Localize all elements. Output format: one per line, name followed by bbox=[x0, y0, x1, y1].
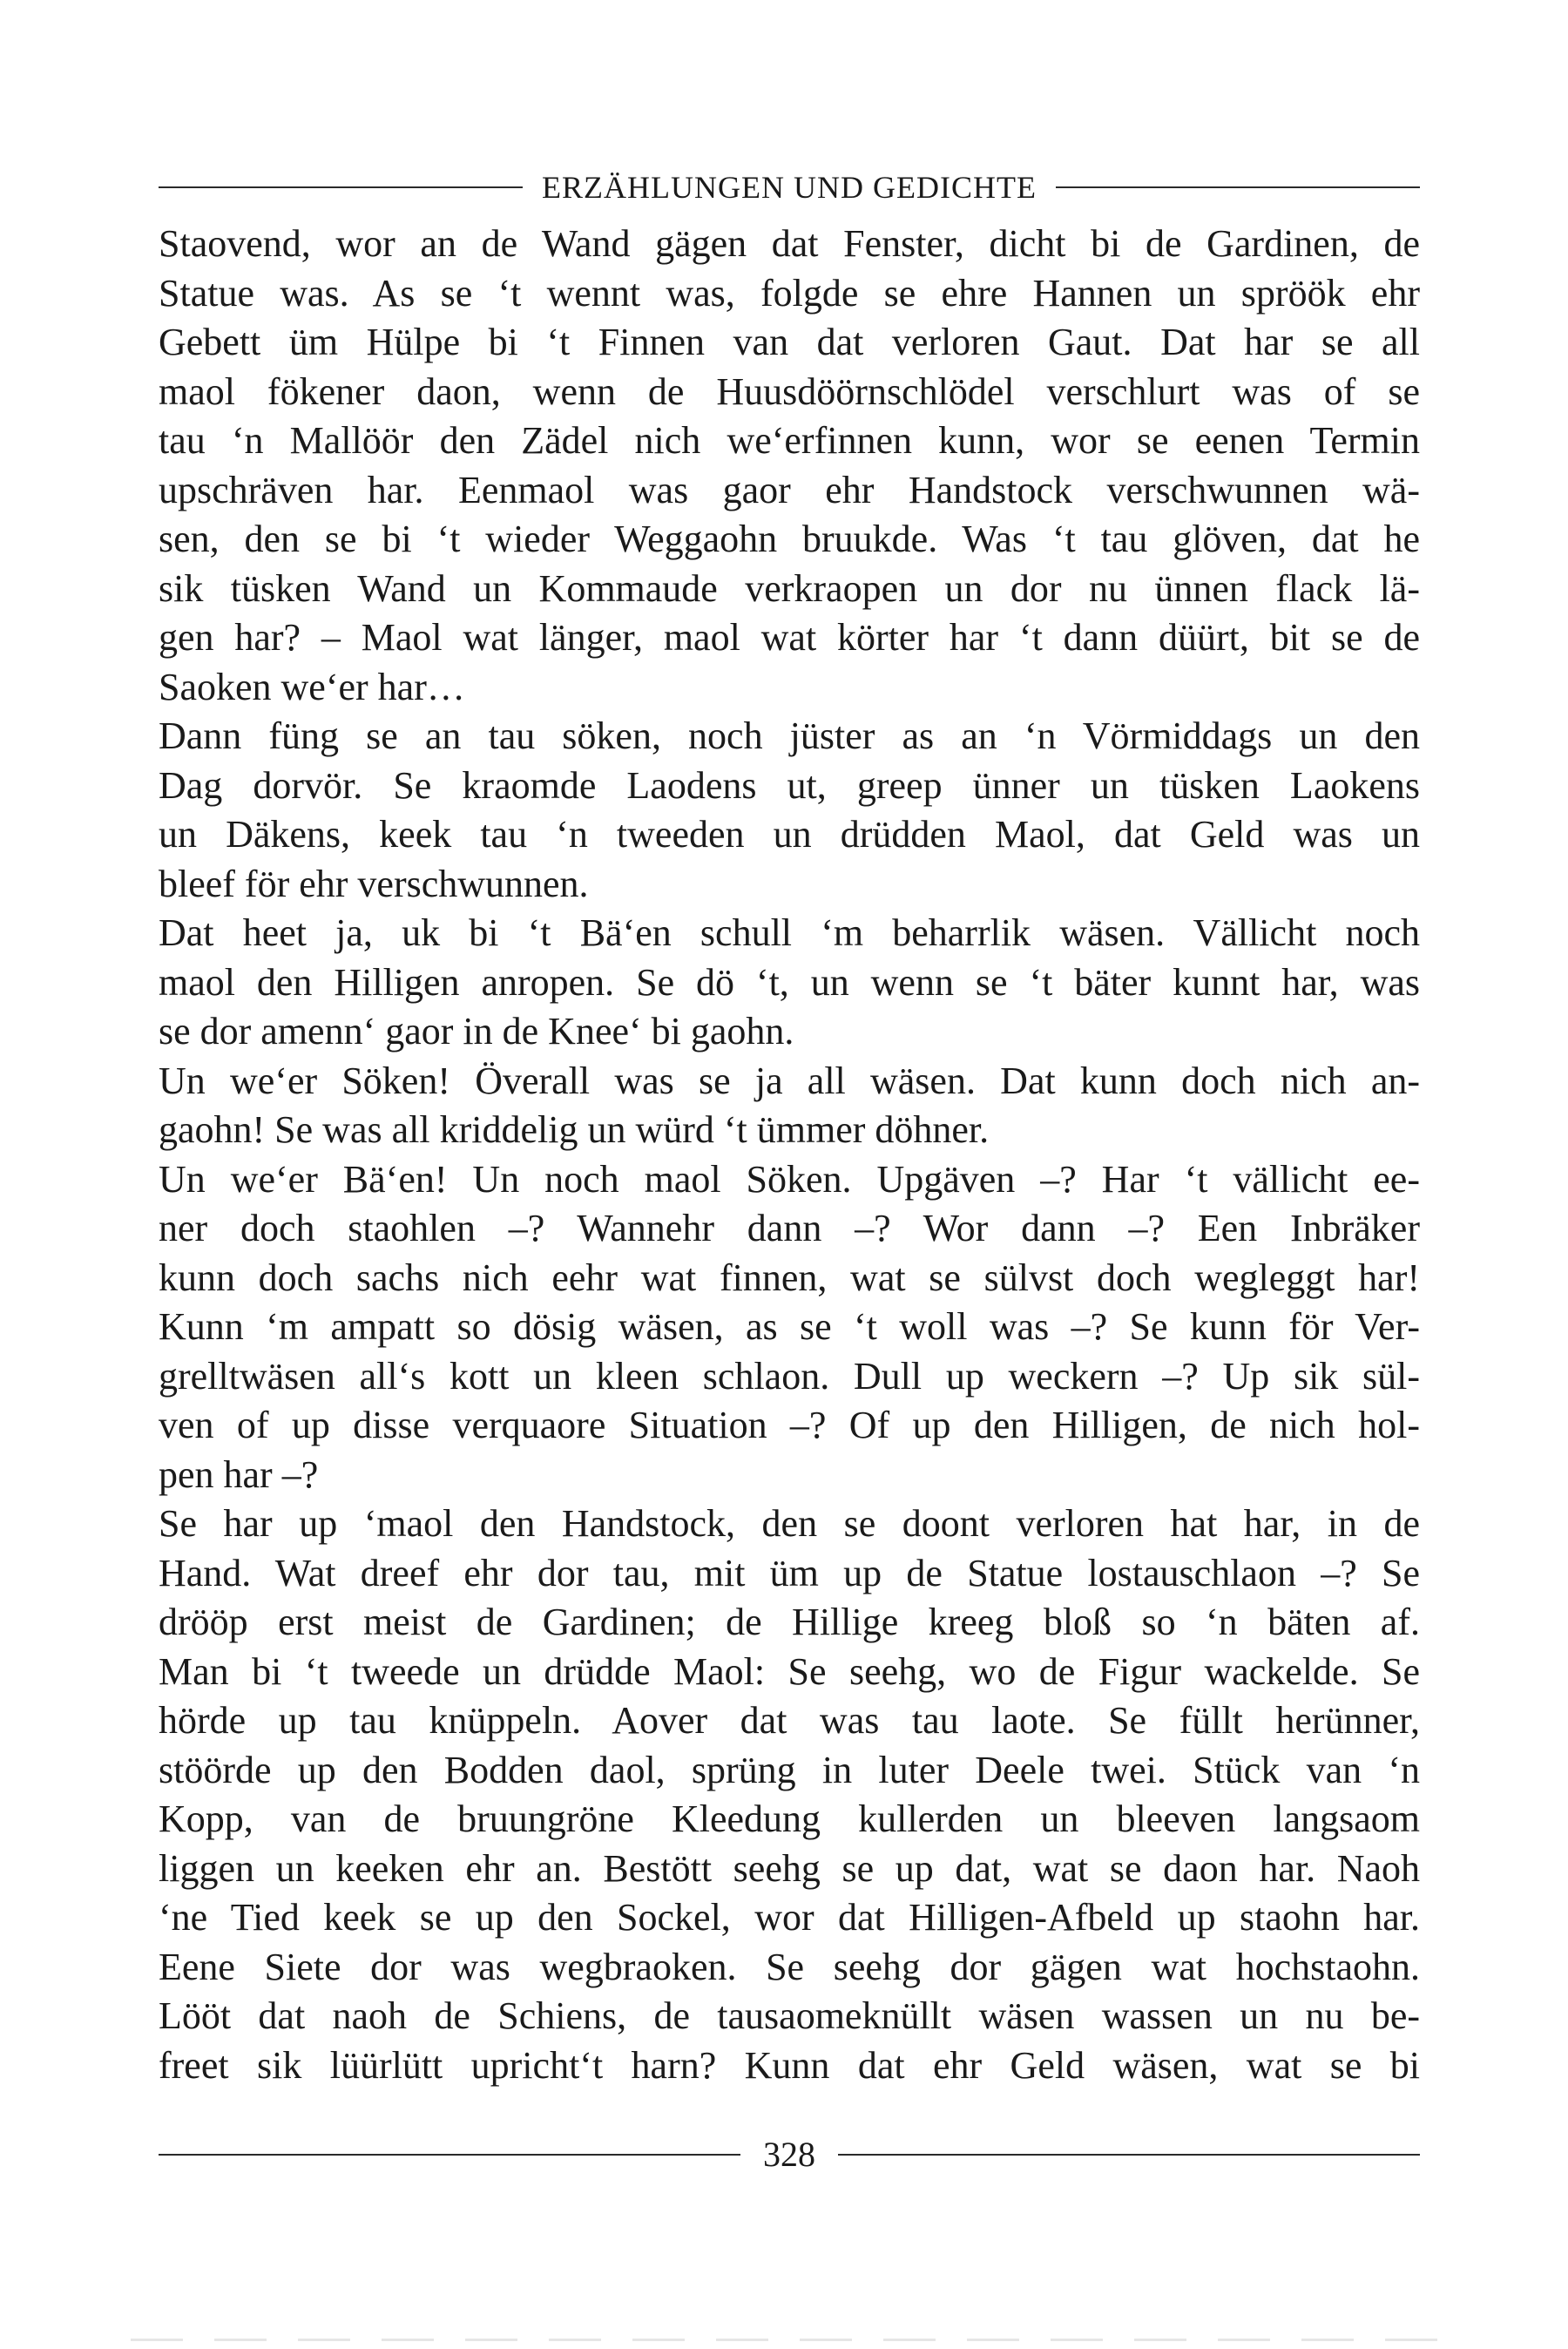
text-line: Saoken we‘er har… bbox=[159, 665, 465, 708]
body-text bbox=[159, 220, 1420, 2090]
text-line: Man bi ‘t tweede un drüdde Maol: Se seehg, wo de Figur wackelde. Se bbox=[159, 1649, 1420, 1693]
text-line: grelltwäsen all‘s kott un kleen schlaon. Dull up weckern –? Up sik sül- bbox=[159, 1354, 1420, 1398]
text-line: hörde up tau knüppeln. Aover dat was tau laote. Se füllt herünner, bbox=[159, 1699, 1420, 1742]
text-line: un Däkens, keek tau ‘n tweeden un drüdden Maol, dat Geld was un bbox=[159, 813, 1420, 856]
text-line: drööp erst meist de Gardinen; de Hillige kreeg bloß so ‘n bäten af. bbox=[159, 1601, 1420, 1643]
page-footer bbox=[159, 2131, 1420, 2178]
running-header bbox=[159, 166, 1420, 209]
text-line: ner doch staohlen –? Wannehr dann –? Wor dann –? Een Inbräker bbox=[159, 1207, 1420, 1249]
text-line: bleef för ehr verschwunnen. bbox=[159, 862, 589, 905]
text-line: Un we‘er Bä‘en! Un noch maol Söken. Upgäven –? Har ‘t vällicht ee- bbox=[159, 1157, 1420, 1201]
text-line: Kopp, van de bruungröne Kleedung kullerden un bleeven langsaom bbox=[159, 1797, 1420, 1840]
text-line: Se har up ‘maol den Handstock, den se doont verloren hat har, in de bbox=[159, 1502, 1420, 1545]
text-line: maol den Hilligen anropen. Se dö ‘t, un wenn se ‘t bäter kunnt har, was bbox=[159, 960, 1420, 1004]
text-line: Dag dorvör. Se kraomde Laodens ut, greep ünner un tüsken Laokens bbox=[159, 763, 1420, 807]
text-line: ‘ne Tied keek se up den Sockel, wor dat Hilligen-Afbeld up staohn har. bbox=[159, 1896, 1420, 1939]
footer-rule-left bbox=[159, 2154, 740, 2156]
header-rule-right bbox=[1056, 186, 1420, 188]
footer-rule-right bbox=[838, 2154, 1420, 2156]
text-line: sen, den se bi ‘t wieder Weggaohn bruukde. Was ‘t tau glöven, dat he bbox=[159, 518, 1420, 560]
text-line: upschräven har. Eenmaol was gaor ehr Handstock verschwunnen wä- bbox=[159, 468, 1420, 511]
text-line: Statue was. As se ‘t wennt was, folgde se ehre Hannen un spröök ehr bbox=[159, 271, 1420, 315]
text-line: kunn doch sachs nich eehr wat finnen, wat se sülvst doch wegleggt har! bbox=[159, 1256, 1420, 1299]
text-line: sik tüsken Wand un Kommaude verkraopen un dor nu ünnen flack lä- bbox=[159, 566, 1420, 610]
text-line: Staovend, wor an de Wand gägen dat Fenster, dicht bi de Gardinen, de bbox=[159, 222, 1420, 265]
page-number: 328 bbox=[763, 2135, 815, 2174]
header-title: ERZÄHLUNGEN UND GEDICHTE bbox=[542, 170, 1037, 205]
text-line: gen har? – Maol wat länger, maol wat körter har ‘t dann düürt, bit se de bbox=[159, 616, 1420, 659]
text-line: liggen un keeken ehr an. Bestött seehg se up dat, wat se daon har. Naoh bbox=[159, 1846, 1420, 1890]
text-line: ven of up disse verquaore Situation –? Of up den Hilligen, de nich hol- bbox=[159, 1404, 1420, 1446]
text-line: maol fökener daon, wenn de Huusdöörnschlödel verschlurt was of se bbox=[159, 369, 1420, 413]
text-line: gaohn! Se was all kriddelig un würd ‘t ümmer döhner. bbox=[159, 1108, 990, 1151]
text-line: stöörde up den Bodden daol, sprüng in luter Deele twei. Stück van ‘n bbox=[159, 1748, 1420, 1791]
header-rule-left bbox=[159, 186, 523, 188]
text-line: Dann füng se an tau söken, noch jüster as an ‘n Vörmiddags un den bbox=[159, 714, 1420, 757]
text-line: tau ‘n Mallöör den Zädel nich we‘erfinnen kunn, wor se eenen Termin bbox=[159, 419, 1420, 462]
text-line: pen har –? bbox=[159, 1452, 319, 1496]
text-line: freet sik lüürlütt upricht‘t harn? Kunn dat ehr Geld wäsen, wat se bi bbox=[159, 2043, 1420, 2087]
text-line: se dor amenn‘ gaor in de Knee‘ bi gaohn. bbox=[159, 1010, 794, 1053]
text-line: Gebett üm Hülpe bi ‘t Finnen van dat verloren Gaut. Dat har se all bbox=[159, 321, 1420, 363]
text-line: Kunn ‘m ampatt so dösig wäsen, as se ‘t woll was –? Se kunn för Ver- bbox=[159, 1305, 1420, 1348]
text-line: Un we‘er Söken! Överall was se ja all wäsen. Dat kunn doch nich an- bbox=[159, 1059, 1420, 1102]
text-line: Lööt dat naoh de Schiens, de tausaomeknüllt wäsen wassen un nu be- bbox=[159, 1994, 1420, 2037]
page-bottom-edge bbox=[131, 2339, 1437, 2341]
text-line: Dat heet ja, uk bi ‘t Bä‘en schull ‘m beharrlik wäsen. Vällicht noch bbox=[159, 911, 1420, 954]
text-line: Hand. Wat dreef ehr dor tau, mit üm up de Statue lostauschlaon –? Se bbox=[159, 1551, 1420, 1594]
text-line: Eene Siete dor was wegbraoken. Se seehg dor gägen wat hochstaohn. bbox=[159, 1945, 1420, 1988]
